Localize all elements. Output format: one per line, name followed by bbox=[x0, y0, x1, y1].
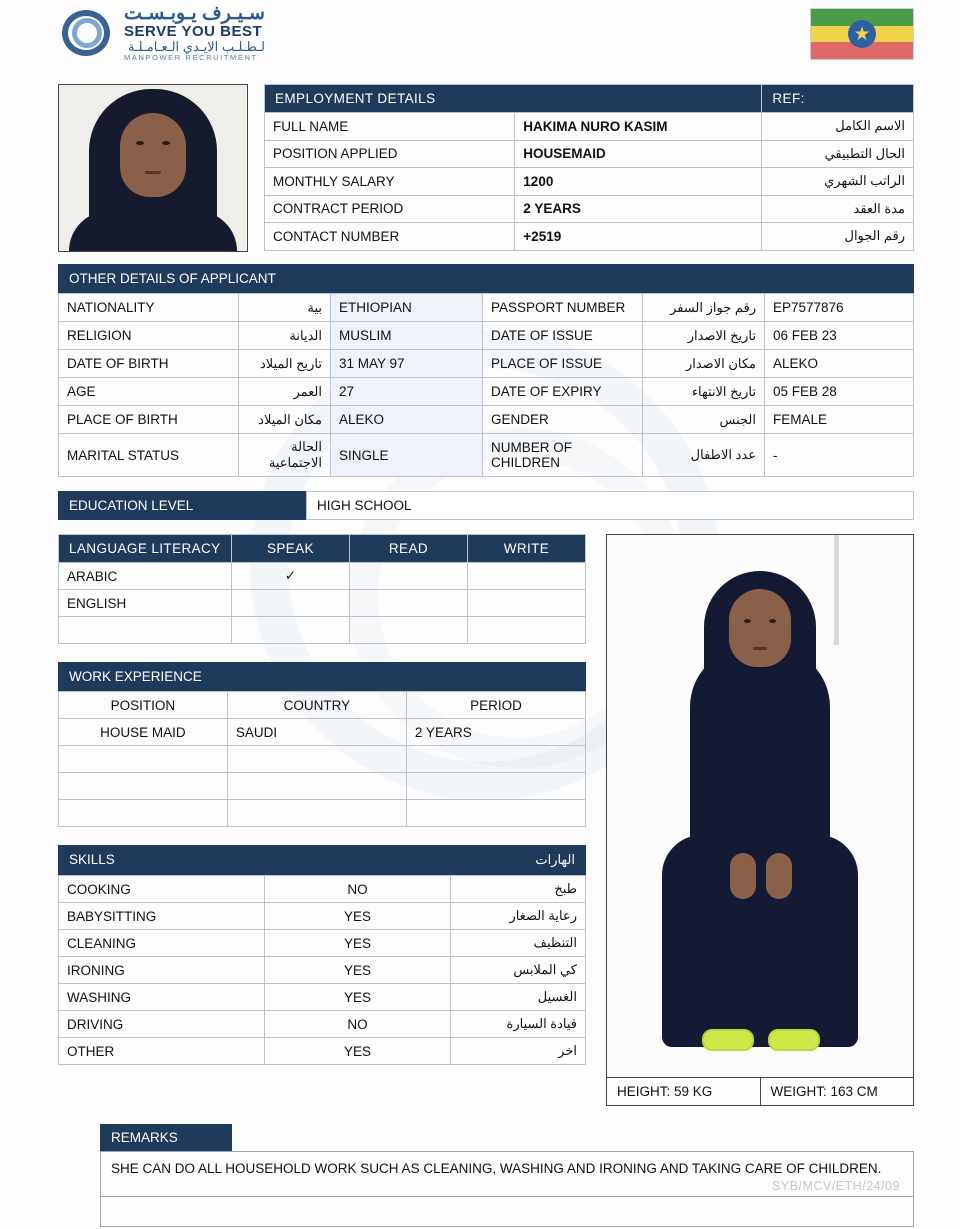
brand-arabic-subtitle: لـطـلـب الايـدي الـعـامـلـة bbox=[127, 39, 265, 55]
language-literacy-table bbox=[58, 534, 586, 644]
work-col-period: PERIOD bbox=[406, 692, 585, 719]
age-value: 27 bbox=[331, 378, 483, 406]
empty-write-check bbox=[467, 617, 585, 644]
full-name-label: FULL NAME bbox=[265, 113, 515, 141]
date-of-issue-label: DATE OF ISSUE bbox=[483, 322, 643, 350]
table-row bbox=[59, 719, 586, 746]
date-of-issue-label-ar: تاريخ الاصدار bbox=[643, 322, 765, 350]
gender-value: FEMALE bbox=[765, 406, 914, 434]
weight-value: WEIGHT: 163 CM bbox=[760, 1078, 915, 1106]
marital-status-value: SINGLE bbox=[331, 434, 483, 477]
other-details-header-filler bbox=[483, 264, 914, 293]
work-experience-header-filler bbox=[310, 662, 586, 691]
language-name-english: ENGLISH bbox=[59, 590, 232, 617]
table-row bbox=[59, 930, 586, 957]
table-row bbox=[265, 168, 914, 196]
language-section-title: LANGUAGE LITERACY bbox=[59, 535, 232, 563]
work-position-2 bbox=[59, 746, 228, 773]
position-applied-label: POSITION APPLIED bbox=[265, 140, 515, 168]
table-row bbox=[59, 406, 914, 434]
remarks-section bbox=[0, 1124, 960, 1227]
work-experience-table bbox=[58, 691, 586, 827]
language-name-arabic: ARABIC bbox=[59, 563, 232, 590]
table-row bbox=[59, 590, 586, 617]
table-row bbox=[59, 984, 586, 1011]
empty-read-check bbox=[349, 617, 467, 644]
passport-number-label-ar: رقم جواز السفر bbox=[643, 294, 765, 322]
place-of-birth-label: PLACE OF BIRTH bbox=[59, 406, 239, 434]
number-of-children-value: - bbox=[765, 434, 914, 477]
education-level-row bbox=[58, 491, 914, 520]
company-logo bbox=[58, 4, 265, 62]
skill-ironing-value: YES bbox=[265, 957, 451, 984]
skill-cooking-value: NO bbox=[265, 876, 451, 903]
skill-cleaning-label-ar: التنظيف bbox=[451, 930, 586, 957]
brand-tagline: MANPOWER RECRUITMENT bbox=[124, 52, 258, 62]
table-row bbox=[265, 140, 914, 168]
religion-value: MUSLIM bbox=[331, 322, 483, 350]
full-name-value: HAKIMA NURO KASIM bbox=[515, 113, 762, 141]
nationality-label-ar: بية bbox=[239, 294, 331, 322]
date-of-birth-label: DATE OF BIRTH bbox=[59, 350, 239, 378]
remarks-label: REMARKS bbox=[100, 1124, 232, 1151]
place-of-issue-label: PLACE OF ISSUE bbox=[483, 350, 643, 378]
employment-section bbox=[0, 84, 960, 252]
table-row bbox=[59, 773, 586, 800]
table-row bbox=[59, 617, 586, 644]
table-header-row bbox=[59, 535, 586, 563]
place-of-birth-value: ALEKO bbox=[331, 406, 483, 434]
table-header-row bbox=[59, 692, 586, 719]
work-col-position: POSITION bbox=[59, 692, 228, 719]
skill-cleaning-value: YES bbox=[265, 930, 451, 957]
table-row bbox=[265, 113, 914, 141]
details-and-photo-zone bbox=[58, 534, 914, 1106]
brand-english-title: SERVE YOU BEST bbox=[124, 23, 263, 41]
table-row bbox=[59, 746, 586, 773]
table-row bbox=[59, 1011, 586, 1038]
ethiopia-flag-icon: ★ bbox=[810, 8, 914, 60]
education-level-value: HIGH SCHOOL bbox=[306, 491, 914, 520]
passport-number-label: PASSPORT NUMBER bbox=[483, 294, 643, 322]
work-period-4 bbox=[406, 800, 585, 827]
employment-section-title: EMPLOYMENT DETAILS bbox=[265, 85, 762, 113]
other-details-table bbox=[58, 293, 914, 477]
remarks-blank-row bbox=[100, 1197, 914, 1227]
language-col-speak: SPEAK bbox=[231, 535, 349, 563]
skill-babysitting-label-ar: رعاية الصغار bbox=[451, 903, 586, 930]
full-name-label-ar: الاسم الكامل bbox=[762, 113, 914, 141]
work-country-1: SAUDI bbox=[227, 719, 406, 746]
contact-number-label: CONTACT NUMBER bbox=[265, 223, 515, 251]
employment-header-row bbox=[265, 85, 914, 113]
number-of-children-label-ar: عدد الاطفال bbox=[643, 434, 765, 477]
monthly-salary-value: 1200 bbox=[515, 168, 762, 196]
religion-label: RELIGION bbox=[59, 322, 239, 350]
skills-table bbox=[58, 875, 586, 1065]
skills-section-title-ar: الهارات bbox=[348, 845, 586, 875]
date-of-birth-value: 31 MAY 97 bbox=[331, 350, 483, 378]
full-body-photo-block bbox=[606, 534, 914, 1106]
table-row bbox=[59, 957, 586, 984]
marital-status-label-ar: الحالة الاجتماعية bbox=[239, 434, 331, 477]
contract-period-label-ar: مدة العقد bbox=[762, 195, 914, 223]
gender-label: GENDER bbox=[483, 406, 643, 434]
applicant-full-body-photo bbox=[606, 534, 914, 1078]
skill-other-label-ar: اخر bbox=[451, 1038, 586, 1065]
language-col-read: READ bbox=[349, 535, 467, 563]
work-country-3 bbox=[227, 773, 406, 800]
other-details-section-title: OTHER DETAILS OF APPLICANT bbox=[58, 264, 483, 293]
date-of-expiry-value: 05 FEB 28 bbox=[765, 378, 914, 406]
age-label: AGE bbox=[59, 378, 239, 406]
work-period-3 bbox=[406, 773, 585, 800]
contact-number-label-ar: رقم الجوال bbox=[762, 223, 914, 251]
skill-babysitting-value: YES bbox=[265, 903, 451, 930]
date-of-birth-label-ar: تاريح الميلاد bbox=[239, 350, 331, 378]
table-row bbox=[59, 378, 914, 406]
religion-label-ar: الديانة bbox=[239, 322, 331, 350]
table-row bbox=[59, 876, 586, 903]
work-col-country: COUNTRY bbox=[227, 692, 406, 719]
skill-ironing-label-ar: كي الملابس bbox=[451, 957, 586, 984]
contact-number-value: +2519 bbox=[515, 223, 762, 251]
work-period-2 bbox=[406, 746, 585, 773]
remarks-text: SHE CAN DO ALL HOUSEHOLD WORK SUCH AS CLEANING, WASHING AND IRONING AND TAKING CARE OF CHILDREN. bbox=[100, 1151, 914, 1197]
monthly-salary-label: MONTHLY SALARY bbox=[265, 168, 515, 196]
empty-speak-check bbox=[231, 617, 349, 644]
passport-number-value: EP7577876 bbox=[765, 294, 914, 322]
avatar bbox=[58, 84, 248, 252]
skill-cleaning-label: CLEANING bbox=[59, 930, 265, 957]
skill-driving-value: NO bbox=[265, 1011, 451, 1038]
arabic-write-check bbox=[467, 563, 585, 590]
skill-other-value: YES bbox=[265, 1038, 451, 1065]
work-position-3 bbox=[59, 773, 228, 800]
table-row bbox=[59, 322, 914, 350]
nationality-label: NATIONALITY bbox=[59, 294, 239, 322]
arabic-read-check bbox=[349, 563, 467, 590]
english-speak-check bbox=[231, 590, 349, 617]
work-position-1: HOUSE MAID bbox=[59, 719, 228, 746]
work-period-1: 2 YEARS bbox=[406, 719, 585, 746]
skill-ironing-label: IRONING bbox=[59, 957, 265, 984]
table-row bbox=[59, 350, 914, 378]
marital-status-label: MARITAL STATUS bbox=[59, 434, 239, 477]
place-of-birth-label-ar: مكان الميلاد bbox=[239, 406, 331, 434]
position-applied-value: HOUSEMAID bbox=[515, 140, 762, 168]
work-country-4 bbox=[227, 800, 406, 827]
date-of-issue-value: 06 FEB 23 bbox=[765, 322, 914, 350]
skill-driving-label: DRIVING bbox=[59, 1011, 265, 1038]
skill-washing-label: WASHING bbox=[59, 984, 265, 1011]
english-write-check bbox=[467, 590, 585, 617]
contract-period-label: CONTRACT PERIOD bbox=[265, 195, 515, 223]
place-of-issue-value: ALEKO bbox=[765, 350, 914, 378]
measurements-row bbox=[606, 1078, 914, 1106]
other-details-header bbox=[58, 264, 914, 293]
table-row bbox=[265, 195, 914, 223]
arabic-speak-check: ✓ bbox=[231, 563, 349, 590]
education-level-label: EDUCATION LEVEL bbox=[58, 491, 306, 520]
table-row bbox=[59, 294, 914, 322]
nationality-value: ETHIOPIAN bbox=[331, 294, 483, 322]
table-row bbox=[59, 434, 914, 477]
age-label-ar: العمر bbox=[239, 378, 331, 406]
skill-washing-label-ar: الغسيل bbox=[451, 984, 586, 1011]
english-read-check bbox=[349, 590, 467, 617]
number-of-children-label: NUMBER OF CHILDREN bbox=[483, 434, 643, 477]
position-applied-label-ar: الحال التطبيقي bbox=[762, 140, 914, 168]
place-of-issue-label-ar: مكان الاصدار bbox=[643, 350, 765, 378]
monthly-salary-label-ar: الراتب الشهري bbox=[762, 168, 914, 196]
gender-label-ar: الجنس bbox=[643, 406, 765, 434]
document-code: SYB/MCV/ETH/24/09 bbox=[772, 1179, 900, 1193]
skill-other-label: OTHER bbox=[59, 1038, 265, 1065]
brand-arabic-title: سـيـرف يـوبـسـت bbox=[124, 3, 265, 25]
work-experience-header bbox=[58, 662, 586, 691]
employment-details-table bbox=[264, 84, 914, 251]
skill-cooking-label-ar: طبخ bbox=[451, 876, 586, 903]
skills-header bbox=[58, 845, 586, 875]
work-country-2 bbox=[227, 746, 406, 773]
language-col-write: WRITE bbox=[467, 535, 585, 563]
skill-babysitting-label: BABYSITTING bbox=[59, 903, 265, 930]
document-header bbox=[0, 0, 960, 78]
skill-cooking-label: COOKING bbox=[59, 876, 265, 903]
skill-washing-value: YES bbox=[265, 984, 451, 1011]
skill-driving-label-ar: قيادة السيارة bbox=[451, 1011, 586, 1038]
globe-rings-icon bbox=[58, 4, 116, 62]
contract-period-value: 2 YEARS bbox=[515, 195, 762, 223]
language-name-empty bbox=[59, 617, 232, 644]
height-value: HEIGHT: 59 KG bbox=[606, 1078, 760, 1106]
table-row bbox=[59, 563, 586, 590]
date-of-expiry-label-ar: تاريخ الانتهاء bbox=[643, 378, 765, 406]
skills-section-title: SKILLS bbox=[58, 845, 348, 875]
work-position-4 bbox=[59, 800, 228, 827]
table-row bbox=[59, 1038, 586, 1065]
ref-label: REF: bbox=[762, 85, 914, 113]
work-experience-section-title: WORK EXPERIENCE bbox=[58, 662, 310, 691]
table-row bbox=[265, 223, 914, 251]
table-row bbox=[59, 800, 586, 827]
date-of-expiry-label: DATE OF EXPIRY bbox=[483, 378, 643, 406]
table-row bbox=[59, 903, 586, 930]
